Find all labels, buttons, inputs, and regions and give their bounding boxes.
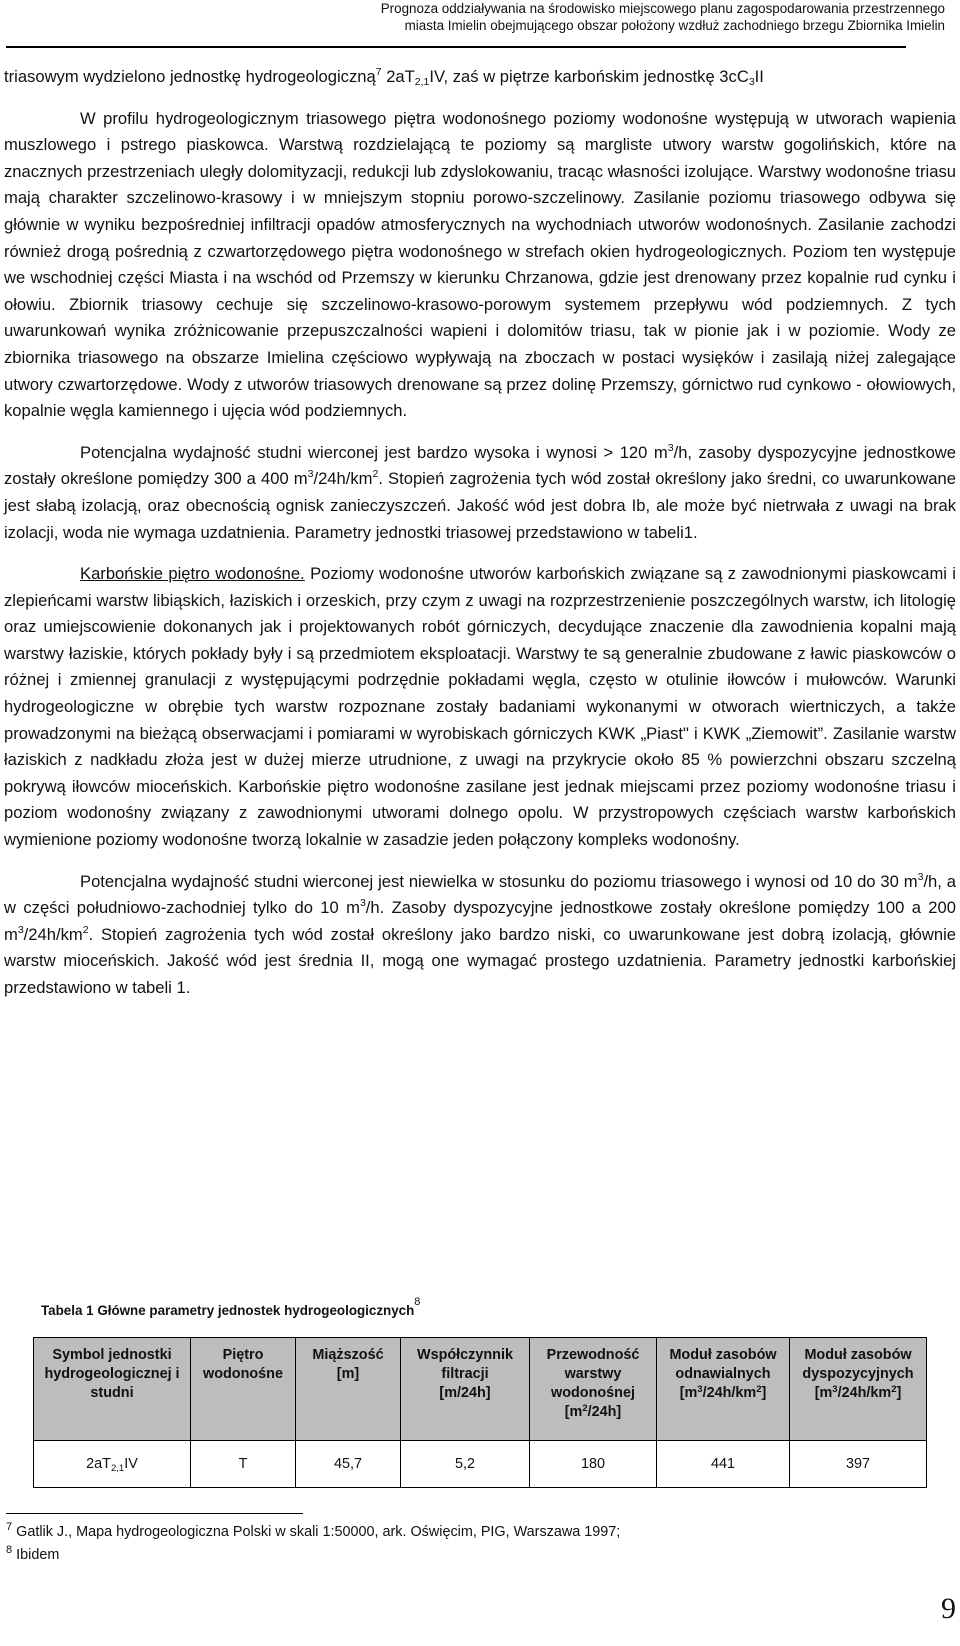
- header-line-1: Prognoza oddziaływania na środowisko miejscowego planu zagospodarowania przestrzennego: [380, 1, 945, 16]
- cell-zasoby-dyspozycyjne: 397: [790, 1441, 927, 1488]
- subscript: 2,1: [110, 1463, 125, 1474]
- cell-pietro: T: [191, 1441, 296, 1488]
- superscript: 2: [372, 468, 379, 481]
- superscript: 3: [917, 870, 924, 883]
- cell-text: 2aT: [86, 1456, 111, 1472]
- header-symbol: Symbol jednostki hydrogeologicznej i studni: [34, 1338, 191, 1441]
- footnote-text: Ibidem: [16, 1547, 60, 1563]
- superscript: 2: [756, 1384, 762, 1395]
- footnote-ref-8[interactable]: 8: [414, 1296, 421, 1308]
- paragraph-trias-yield: [4, 440, 956, 546]
- superscript: 3: [359, 897, 366, 910]
- superscript: 3: [307, 468, 314, 481]
- superscript: 3: [832, 1384, 838, 1395]
- text-span: Poziomy wodonośne utworów karbońskich związane są z zawodnionymi piaskowcami i zlepieńcami warstw libiąskich, łaziskich i orzeskich, przy czym z uwagi na rozprzestrzenienie poszczególnych warstw, ich litologię oraz umiejscowienie dokonanych jak i projektowanych robót górniczych, decydujące znaczenie dla zawodnienia kopalni mają warstwy łaziskie, których pokłady były i są przedmiotem eksploatacji. Warstwy te są generalnie zbudowane z ławic piaskowców o różnej i zmiennej granulacji z występującymi podrzędnie pokładami węgla, często w otulinie iłowców i mułowców. Warunki hydrogeologiczne w obrębie tych warstw rozpoznane zostały badaniami wykonanymi w otworach wiertniczych, a także prowadzonymi na bieżącą obserwacjami i pomiarami w wyrobiskach górniczych KWK „Piast" i KWK „Ziemowit”. Zasilanie warstw łaziskich z nadkładu złoża jest w dużej mierze utrudnione, z uwagi na przykrycie około 85 % powierzchni obszaru szczelną pokrywą iłowców mioceńskich. Karbońskie piętro wodonośne zasilane jest jednak miejscami przez poziomy wodonośne triasu i poziom wodonośny związany z zawodnionymi utworami dolnego opolu. W przystropowych częściach warstw karbońskich wymienione poziomy wodonośne tworzą lokalnie w zasadzie jeden połączony kompleks wodonośny.: [4, 564, 956, 850]
- header-text: Moduł zasobów odnawialnych: [669, 1347, 777, 1382]
- header-unit: [m: [814, 1385, 833, 1401]
- paragraph-trias-profile: W profilu hydrogeologicznym triasowego piętra wodonośnego poziomy wodonośne występują w utworach wapienia muszlowego i pstrego piaskowca. Warstwą rozdzielającą te poziomy są margliste utwory warstw gogolińskich, które na znacznych przestrzeniach uległy dolomityzacji, redukcji lub zdyslokowaniu, tracąc własności izolujące. Warstwy wodonośne triasu mają charakter szczelinowo-krasowy i w mniejszym stopniu porowo-szczelinowy. Zasilanie poziomu triasowego odbywa się głównie w wyniku bezpośredniej infiltracji opadów atmosferycznych na wychodniach utworów wodonośnych. Zasilanie zachodzi również drogą pośrednią z czwartorzędowego piętra wodonośnego w strefach okien hydrogeologicznych. Poziom ten występuje we wschodniej części Miasta i na wschód od Przemszy w kierunku Chrzanowa, gdzie jest drenowany przez kopalnie rud cynku i ołowiu. Zbiornik triasowy cechuje się szczelinowo-krasowo-porowym systemem przepływu wód podziemnych. Z tych uwarunkowań wynika zróżnicowanie przepuszczalności wapieni i dolomitów triasu, tak w pionie jak i w poziomie. Wody ze zbiornika triasowego na obszarze Imielina częściowo wypływają na zboczach w postaci wysięków i zasilają niżej zalegające utwory czwartorzędowe. Wody z utworów triasowych drenowane są przez dolinę Przemszy, górnictwo rud cynkowo - ołowiowych, kopalnie węgla kamiennego i ujęcia wód podziemnych.: [4, 108, 956, 421]
- header-text: Współczynnik filtracji: [417, 1347, 513, 1382]
- cell-symbol: [34, 1441, 191, 1488]
- text-span: triasowym wydzielono jednostkę hydrogeologiczną: [4, 67, 376, 86]
- header-text: Przewodność warstwy wodonośnej: [546, 1347, 640, 1401]
- section-heading-carbon: Karbońskie piętro wodonośne.: [80, 564, 305, 584]
- footnote-number: 8: [6, 1544, 13, 1556]
- text-span: II: [754, 67, 764, 86]
- text-span: /24h/km: [313, 469, 373, 489]
- table-row: [34, 1441, 927, 1488]
- superscript: 3: [667, 441, 674, 454]
- text-span: /24h/km: [23, 924, 83, 944]
- footnote-ref-7[interactable]: 7: [375, 66, 382, 78]
- header-unit: /24h]: [587, 1404, 622, 1420]
- text-span: /h. Zasoby dyspozycyjne jednostkowe zostały określone pomiędzy 100 a 200 m: [4, 898, 956, 944]
- text-span: /h, zasoby dyspozycyjne jednostkowe zostały określone pomiędzy 300 a 400 m: [4, 442, 957, 489]
- text-span: . Stopień zagrożenia tych wód został określony jako średni, co uwarunkowane jest słabą izolacją, oraz obecnością ognisk zanieczyszczeń. Jakość wód jest dobra Ib, ale może być nietrwała z uwagi na brak izolacji, woda nie wymaga uzdatnienia. Parametry jednostki triasowej przedstawiono w tabeli1.: [4, 469, 956, 542]
- header-divider: [6, 46, 906, 48]
- running-header: [85, 0, 945, 34]
- footnote-8: [6, 1544, 906, 1567]
- cell-przewodnosc: 180: [530, 1441, 657, 1488]
- header-unit: ]: [896, 1385, 902, 1401]
- cell-text: IV: [124, 1456, 138, 1472]
- header-miazszosc: Miąższość [m]: [296, 1338, 401, 1441]
- footnote-7: [6, 1521, 906, 1544]
- text-span: . Stopień zagrożenia tych wód został określony jako bardzo niski, co uwarunkowane jest dobrą izolacją, głównie warstw mioceńskich. Jakość wód jest średnia II, mogą one wymagać prostego uzdatnienia. Parametry jednostki karbońskiej przedstawiono w tabeli 1.: [4, 924, 956, 997]
- header-unit: ]: [761, 1385, 767, 1401]
- table-header-row: [34, 1338, 927, 1441]
- table-caption-text: Tabela 1 Główne parametry jednostek hydrogeologicznych: [41, 1303, 415, 1318]
- header-line-2: miasta Imielin obejmującego obszar położony wzdłuż zachodniego brzegu Zbiornika Imielin: [404, 18, 945, 33]
- paragraph-carbon: [4, 561, 956, 854]
- subscript: 3: [748, 76, 755, 88]
- header-pietro: Piętro wodonośne: [191, 1338, 296, 1441]
- page-number: 9: [941, 1592, 956, 1625]
- header-unit: [m: [564, 1404, 583, 1420]
- footnote-number: 7: [6, 1521, 13, 1533]
- body-text: [4, 64, 956, 1002]
- hydrogeology-parameters-table: [33, 1337, 927, 1488]
- superscript: 3: [697, 1384, 703, 1395]
- text-span: Potencjalna wydajność studni wierconej jest bardzo wysoka i wynosi > 120 m: [80, 442, 668, 462]
- header-unit: [m: [679, 1385, 698, 1401]
- header-unit: [m/24h]: [439, 1385, 491, 1401]
- header-unit: /24h/km: [837, 1385, 892, 1401]
- superscript: 3: [17, 923, 24, 936]
- footnote-divider: [6, 1513, 303, 1514]
- header-text: Moduł zasobów dyspozycyjnych: [802, 1347, 914, 1382]
- text-span: IV, zaś w piętrze karbońskim jednostkę 3cC: [429, 67, 749, 86]
- header-zasoby-dyspozycyjne: [790, 1338, 927, 1441]
- paragraph-carbon-yield: [4, 869, 956, 1002]
- footnotes: [6, 1521, 906, 1567]
- table-caption: [41, 1296, 421, 1320]
- header-filtracja: [401, 1338, 530, 1441]
- superscript: 2: [582, 1403, 588, 1414]
- text-span: /h, a w części południowo-zachodniej tylko do 10 m: [4, 871, 957, 918]
- text-span: Potencjalna wydajność studni wierconej jest niewielka w stosunku do poziomu triasowego i wynosi od 10 do 30 m: [80, 871, 918, 891]
- footnote-text: Gatlik J., Mapa hydrogeologiczna Polski w skali 1:50000, ark. Oświęcim, PIG, Warszawa 1997;: [16, 1524, 621, 1540]
- header-przewodnosc: [530, 1338, 657, 1441]
- cell-zasoby-odnawialne: 441: [657, 1441, 790, 1488]
- cell-miazszosc: 45,7: [296, 1441, 401, 1488]
- superscript: 2: [891, 1384, 897, 1395]
- cell-filtracja: 5,2: [401, 1441, 530, 1488]
- subscript: 2,1: [414, 76, 430, 88]
- superscript: 2: [82, 923, 89, 936]
- header-zasoby-odnawialne: [657, 1338, 790, 1441]
- paragraph-continuation: [4, 64, 956, 91]
- unit-symbol: 2aT: [386, 67, 415, 86]
- header-unit: /24h/km: [702, 1385, 757, 1401]
